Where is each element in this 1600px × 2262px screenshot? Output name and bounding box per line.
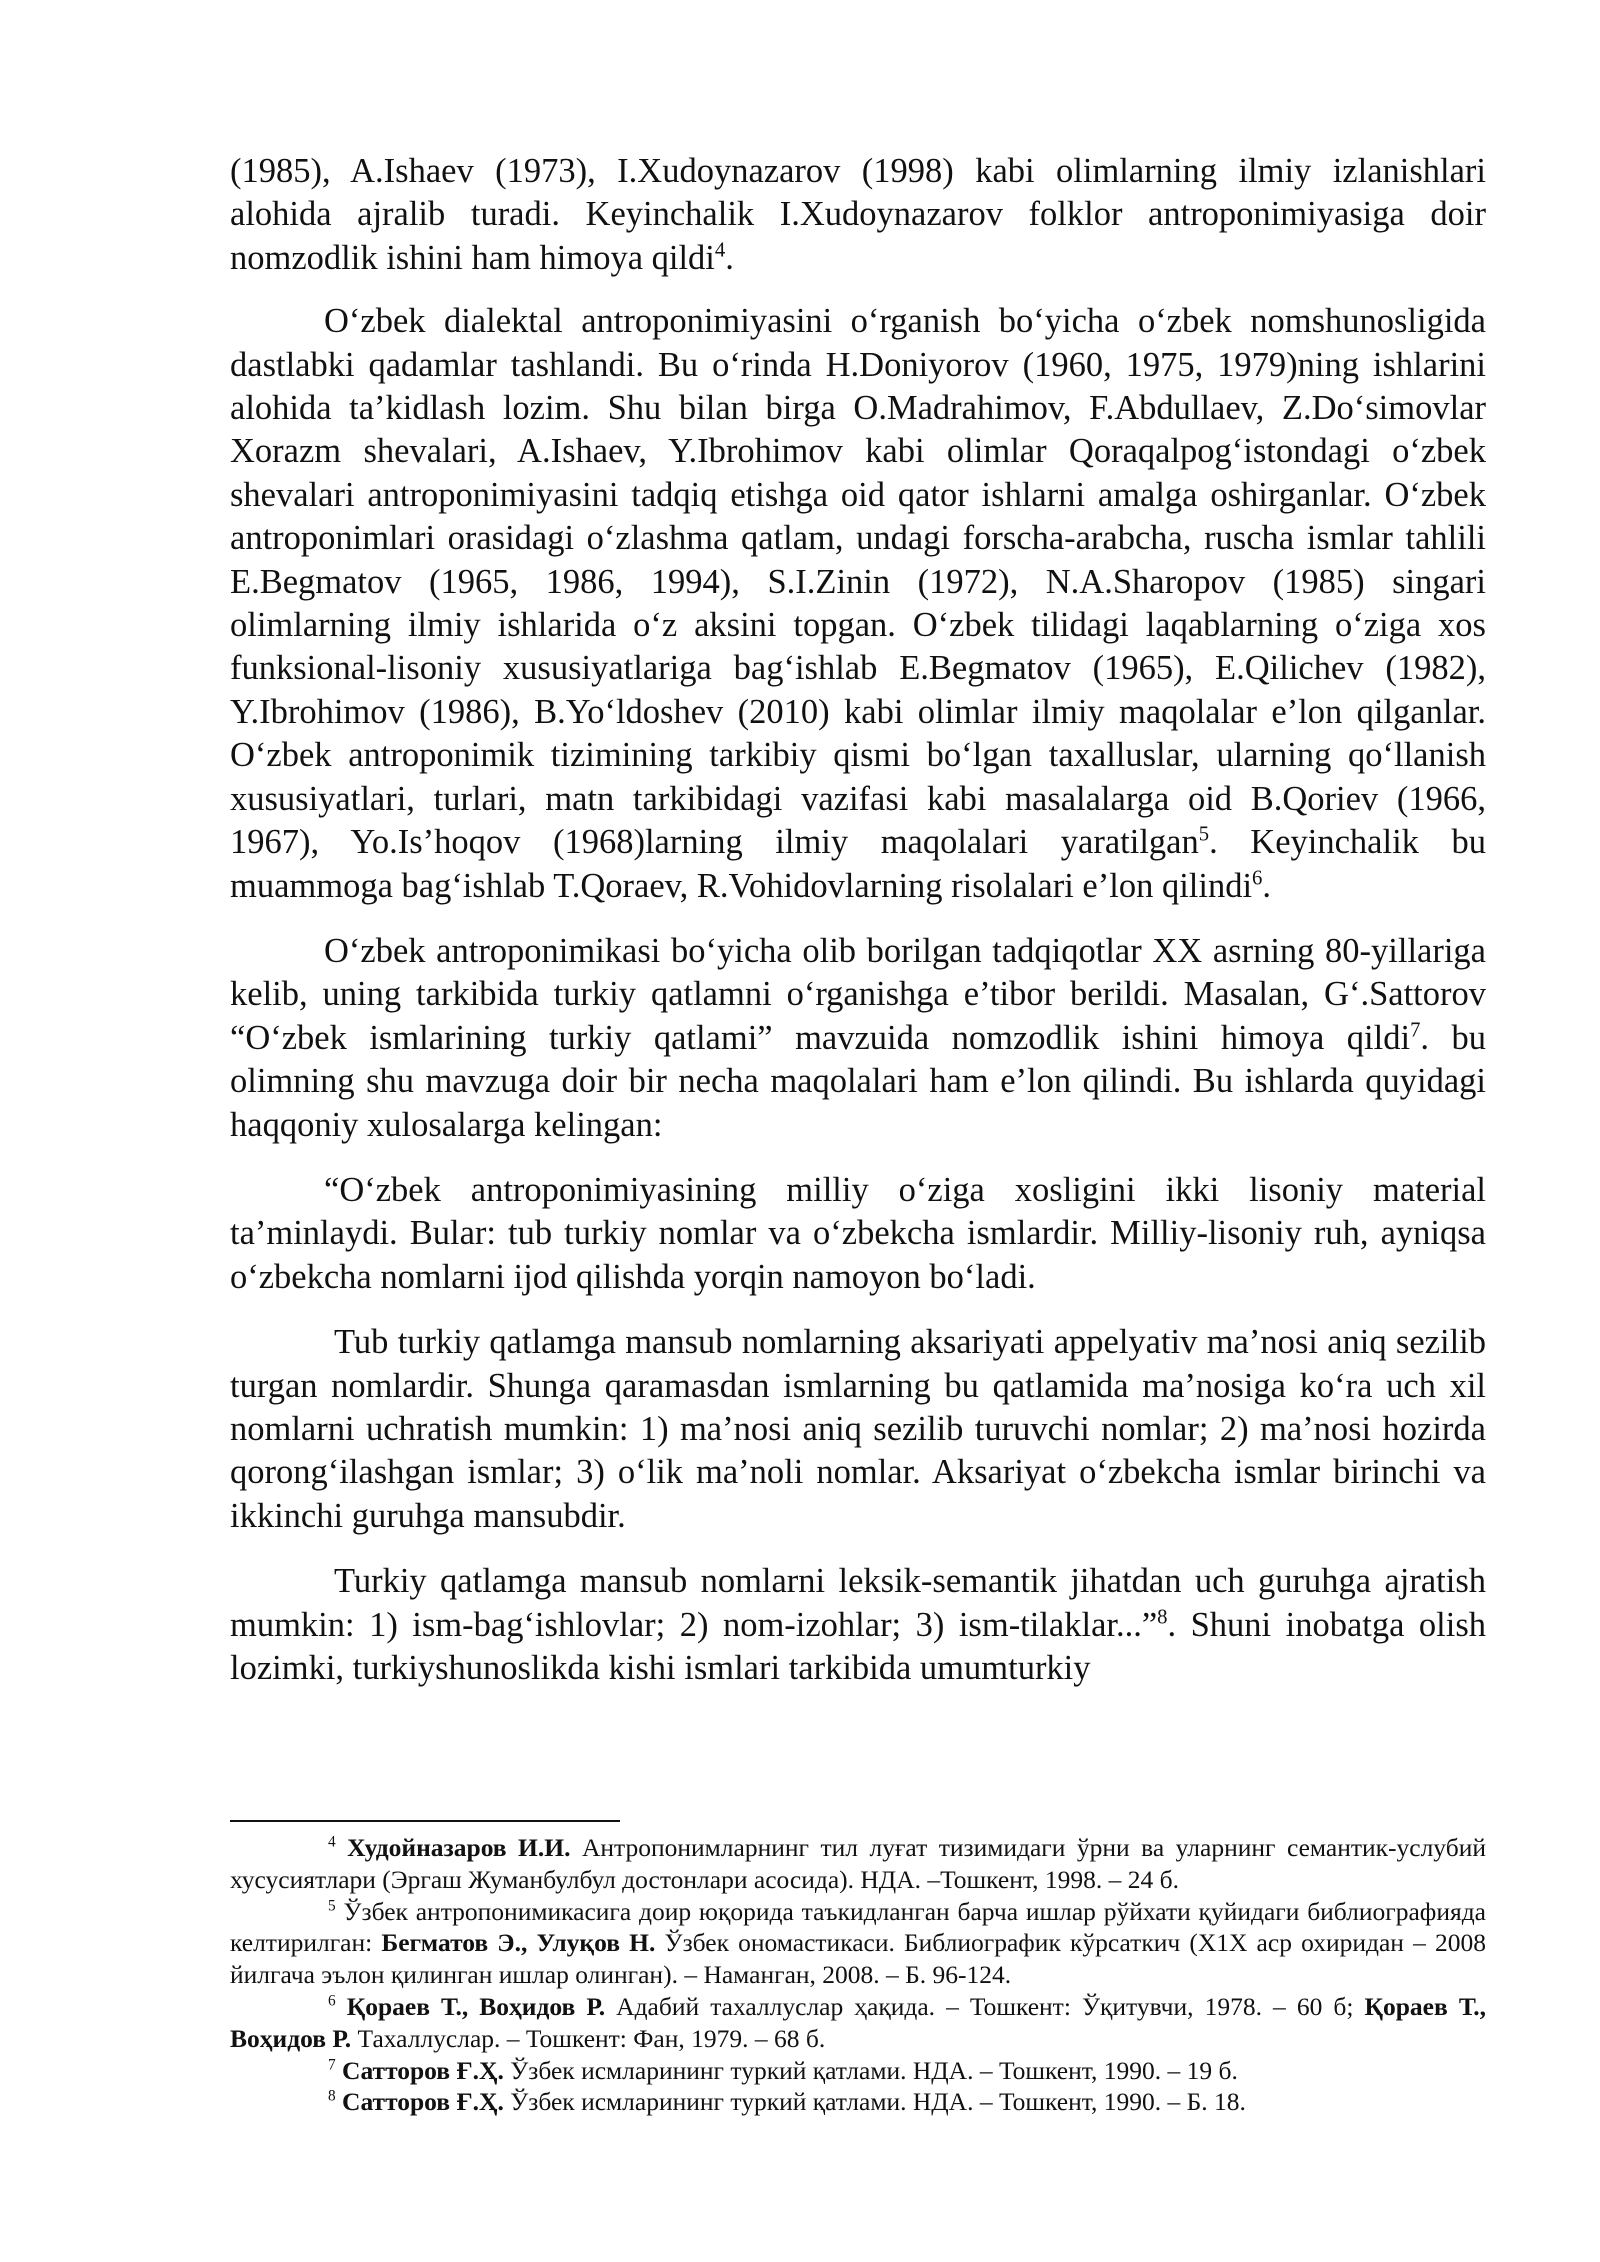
- paragraph: [230, 150, 1486, 280]
- footnote-marker: 6: [328, 1992, 336, 2010]
- footnote-marker: 5: [328, 1897, 336, 1915]
- paragraph: [230, 1560, 1486, 1690]
- text-run: Ўзбек ономастикаси. Библиографик кўрсаткич (Х1Х аср охиридан – 2008 йилгача эълон қилинган ишлар олинган). – Наманган, 2008. – Б. 96-124.: [230, 1928, 1486, 1990]
- footnote-marker: 6: [1252, 867, 1263, 889]
- footnote-marker: 8: [1157, 1606, 1168, 1629]
- text-run: O‘zbek antroponimikasi bo‘yicha olib borilgan tadqiqotlar XX asrning 80-yillariga kelib, uning tarkibida turkiy qatlamni o‘rganishga e’tibor berildi. Masalan, G‘.Sattorov “O‘zbek ismlarining turkiy qatlami” mavzuida nomzodlik ishini himoya qildi: [230, 931, 1486, 1057]
- text-run: O‘zbek dialektal antroponimiyasini o‘rganish bo‘yicha o‘zbek nomshunosligida dastlabki qadamlar tashlandi. Bu o‘rinda H.Doniyorov (1960, 1975, 1979)ning ishlarini alohida ta’kidlash lozim. Shu bilan birga O.Madrahimov, F.Abdullaev, Z.Do‘simovlar Xorazm shevalari, A.Ishaev, Y.Ibrohimov kabi olimlar Qoraqalpog‘istondagi o‘zbek shevalari antroponimiyasini tadqiq etishga oid qator ishlarni amalga oshirganlar. O‘zbek antroponimlari orasidagi o‘zlashma qatlam, undagi forscha-arabcha, ruscha ismlar tahlili E.Begmatov (1965, 1986, 1994), S.I.Zinin (1972), N.A.Sharopov (1985) singari olimlarning ilmiy ishlarida o‘z aksini topgan. O‘zbek tilidagi laqablarning o‘ziga xos funksional-lisoniy xususiyatlariga bag‘ishlab E.Begmatov (1965), E.Qilichev (1982), Y.Ibrohimov (1986), B.Yo‘ldoshev (2010) kabi olimlar ilmiy maqolalar e’lon qilganlar. O‘zbek antroponimik tizimining tarkibiy qismi bo‘lgan taxalluslar, ularning qo‘llanish xususiyatlari, turlari, matn tarkibidagi vazifasi kabi masalalarga oid B.Qoriev (1966, 1967), Yo.Is’hoqov (1968)larning ilmiy maqolalari yaratilgan: [230, 302, 1486, 862]
- body-text: [230, 150, 1486, 1712]
- text-run: Ўзбек исмларининг туркий қатлами. НДА. – Тошкент, 1990. – Б. 18.: [503, 2087, 1246, 2117]
- text-run: (1985), A.Ishaev (1973), I.Xudoynazarov (1998) kabi olimlarning ilmiy izlanishlari alohida ajralib turadi. Keyinchalik I.Xudoynazarov folklor antroponimiyasiga doir nomzodlik ishini ham himoya qildi: [230, 152, 1486, 277]
- text-run: Тахаллуслар. – Тошкент: Фан, 1979. – 68 б.: [351, 2023, 826, 2053]
- paragraph: [230, 930, 1486, 1147]
- footnote-marker: 7: [1410, 1019, 1421, 1042]
- author-name: Худойназаров И.И.: [347, 1833, 571, 1862]
- text-run: “O‘zbek antroponimiyasining milliy o‘ziga xosligini ikki lisoniy material ta’minlaydi. Bular: tub turkiy nomlar va o‘zbekcha ismlardir. Milliy-lisoniy ruh, ayniqsa o‘zbekcha nomlarni ijod qilishda yorqin namoyon bo‘ladi.: [230, 1170, 1486, 1296]
- footnote-marker: 4: [328, 1833, 336, 1851]
- footnote-separator: [230, 1820, 620, 1822]
- text-run: . Shuni inobatga olish lozimki, turkiyshunoslikda kishi ismlari tarkibida umumturkiy: [230, 1605, 1486, 1687]
- footnote-marker: 7: [328, 2056, 336, 2074]
- author-name: Қораев Т., Воҳидов Р.: [230, 1991, 1487, 2053]
- footnote: [230, 1991, 1486, 2055]
- text-run: . Keyinchalik bu muammoga bag‘ishlab T.Qoraev, R.Vohidovlarning risolalari e’lon qilindi: [230, 823, 1486, 905]
- paragraph: [230, 1321, 1486, 1538]
- footnote: [230, 1832, 1486, 1896]
- text-run: Антропонимларнинг тил луғат тизимидаги ўрни ва уларнинг семантик-услубий хусусиятлари (Эргаш Жуманбулбул достонлари асосида). НДА. –Тошкент, 1998. – 24 б.: [230, 1833, 1486, 1894]
- text-run: . bu olimning shu mavzuga doir bir necha maqolalari ham e’lon qilindi. Bu ishlarda quyidagi haqqoniy xulosalarga kelingan:: [230, 1018, 1487, 1144]
- paragraph: [230, 1169, 1486, 1299]
- footnote-marker: 4: [714, 239, 726, 262]
- text-run: .: [725, 238, 734, 277]
- text-run: [336, 1992, 347, 2021]
- text-run: .: [1262, 866, 1271, 905]
- text-run: Ўзбек исмларининг туркий қатлами. НДА. – Тошкент, 1990. – 19 б.: [503, 2055, 1238, 2085]
- text-run: Turkiy qatlamga mansub nomlarni leksik-semantik jihatdan uch guruhga ajratish mumkin: 1) ism-bag‘ishlovlar; 2) nom-izohlar; 3) ism-tilaklar...”: [230, 1562, 1486, 1644]
- author-name: Бегматов Э., Улуқов Н.: [381, 1928, 656, 1958]
- author-name: Сатторов Ғ.Ҳ.: [342, 2087, 504, 2117]
- author-name: Қораев Т., Воҳидов Р.: [346, 1991, 606, 2021]
- footnote-marker: 5: [1198, 823, 1210, 846]
- footnote: [230, 1896, 1486, 1991]
- footnote: [230, 2055, 1486, 2087]
- footnote: [230, 2086, 1486, 2118]
- text-run: Tub turkiy qatlamga mansub nomlarning aksariyati appelyativ ma’nosi aniq sezilib turgan nomlardir. Shunga qaramasdan ismlarning bu qatlamida ma’nosiga ko‘ra uch xil nomlarni uchratish mumkin: 1) ma’nosi aniq sezilib turuvchi nomlar; 2) ma’nosi hozirda qorong‘ilashgan ismlar; 3) o‘lik ma’noli nomlar. Aksariyat o‘zbekcha ismlar birinchi va ikkinchi guruhga mansubdir.: [230, 1323, 1486, 1535]
- author-name: Сатторов Ғ.Ҳ.: [342, 2055, 504, 2085]
- paragraph: [230, 300, 1486, 908]
- footnote-marker: 8: [328, 2087, 336, 2105]
- text-run: Адабий тахаллуслар ҳақида. – Тошкент: Ўқитувчи, 1978. – 60 б;: [605, 1991, 1365, 2021]
- text-run: Ўзбек антропонимикасига доир юқорида таъкидланган барча ишлар рўйхати қуйидаги библиографияда келтирилган:: [230, 1896, 1486, 1958]
- text-run: [336, 1833, 347, 1862]
- footnotes: [230, 1832, 1486, 2118]
